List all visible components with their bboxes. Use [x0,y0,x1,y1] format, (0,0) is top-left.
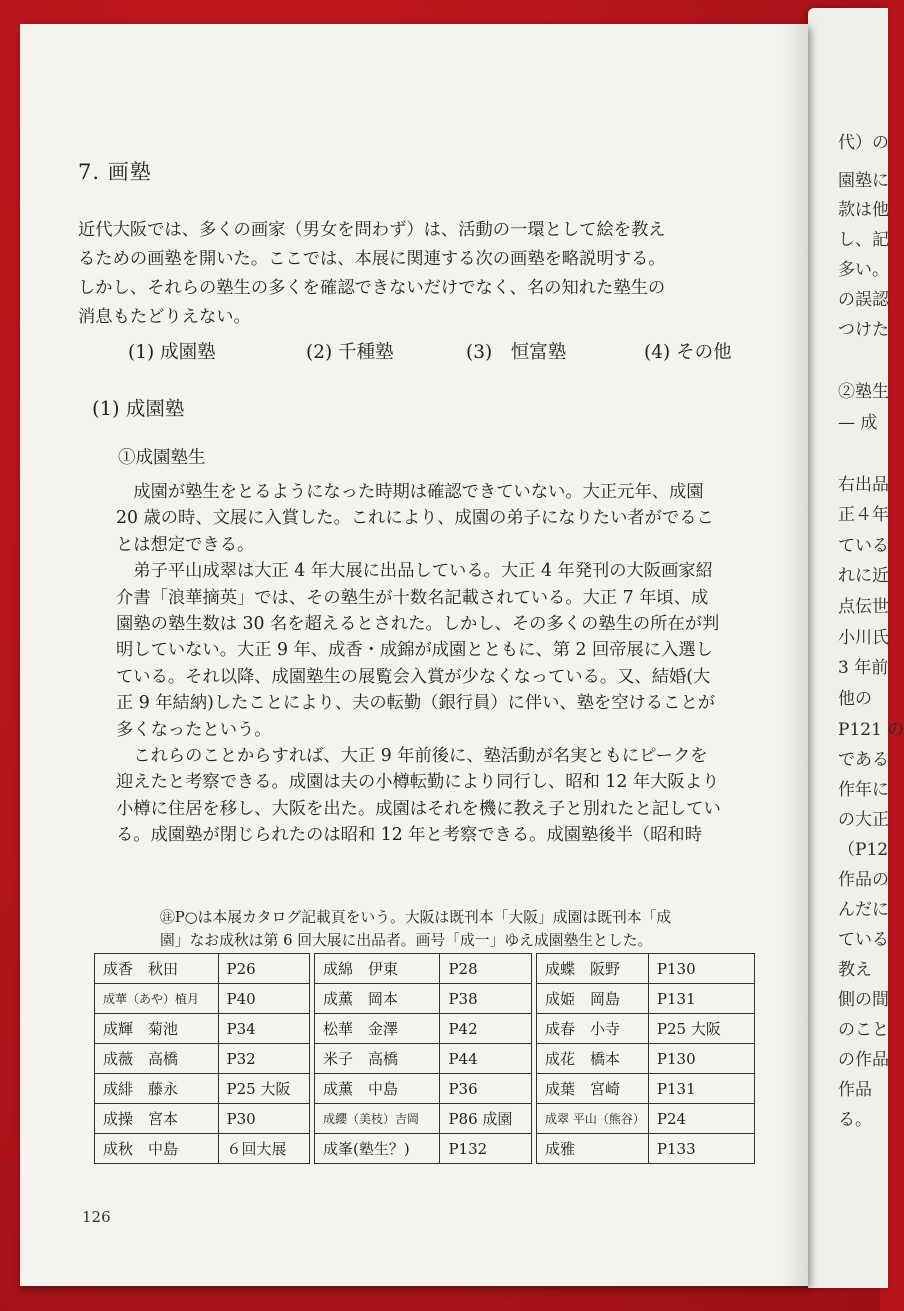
facing-text: — 成 [838,413,878,433]
facing-text: 他の [838,689,872,709]
facing-text: ている [838,536,889,556]
catalog-ref: P32 [218,1044,310,1074]
student-name: 成操 宮本 [95,1104,219,1134]
student-name: 成香 秋田 [95,954,219,984]
table-row [315,1134,532,1164]
table-row [537,954,755,984]
facing-text: 作品 [838,1080,872,1100]
catalog-ref: ６回大展 [218,1134,310,1164]
facing-text: である [838,750,889,770]
page-title: 7. 画塾 [78,160,152,184]
table-row [315,1044,532,1074]
footnote-line: 園」なお成秋は第 6 回大展に出品者。画号「成一」ゆえ成園塾生とした。 [160,932,653,949]
table-row [95,1104,310,1134]
student-name: 成蝶 阪野 [537,954,649,984]
student-table-2 [314,953,532,1164]
table-row [537,1044,755,1074]
student-name: 成緋 藤永 [95,1074,219,1104]
body-line: とは想定できる。 [116,534,255,555]
toc-item: (1) 成園塾 [128,342,216,363]
table-row [95,984,310,1014]
intro-line: 消息もたどりえない。 [78,307,251,327]
student-name: 成花 橋本 [537,1044,649,1074]
table-row [95,1014,310,1044]
catalog-ref: P28 [440,954,532,984]
student-table-1 [94,953,310,1164]
student-name: 成薫 岡本 [315,984,440,1014]
facing-page [808,8,904,1288]
table-row [537,1074,755,1104]
facing-text: の大正 [838,810,889,830]
student-name: 成綿 伊東 [315,954,440,984]
page-number: 126 [82,1208,111,1226]
table-row [315,1074,532,1104]
table-row [95,1074,310,1104]
catalog-ref: P25 大阪 [648,1014,754,1044]
body-line: 成園が塾生をとるようになった時期は確認できていない。大正元年、成園 [116,482,704,502]
catalog-ref: P133 [648,1134,754,1164]
student-name: 米子 高橋 [315,1044,440,1074]
catalog-ref: P24 [648,1104,754,1134]
table-row [315,954,532,984]
body-line: 正 9 年結納)したことにより、夫の転勤（銀行員）に伴い、塾を空けることが [116,693,716,714]
facing-text: 多い。 [838,260,889,280]
facing-text: 正４年 [838,505,889,525]
body-line: 園塾の塾生数は 30 名を超えるとされた。しかし、その多くの塾生の所在が判 [116,614,720,635]
body-line: 介書「浪華摘英」では、その塾生が十数名記載されている。大正 7 年頃、成 [116,587,709,608]
intro-paragraph [78,216,758,332]
body-line: 小樽に住居を移し、大阪を出た。成園はそれを機に教え子と別れたと記してい [116,798,721,819]
facing-text: 点伝世 [838,597,889,617]
subsection-heading: ①成園塾生 [118,448,206,468]
body-line: これらのことからすれば、大正 9 年前後に、塾活動が名実ともにピークを [116,746,708,767]
student-name: 成葉 宮崎 [537,1074,649,1104]
student-name: 成峯(塾生？) [315,1134,440,1164]
table-row [315,1014,532,1044]
intro-line: しかし、それらの塾生の多くを確認できないだけでなく、名の知れた塾生の [78,278,666,298]
facing-text: 教え [838,960,872,980]
toc-item: (3) 恒富塾 [466,342,567,363]
student-name: 成秋 中島 [95,1134,219,1164]
catalog-ref: P36 [440,1074,532,1104]
body-line: 弟子平山成翠は大正 4 年大展に出品している。大正 4 年発刊の大阪画家紹 [116,561,713,582]
student-name: 成姫 岡島 [537,984,649,1014]
body-line: 迎えたと考察できる。成園は夫の小樽転勤により同行し、昭和 12 年大阪より [116,772,720,793]
facing-text: P121 の [838,720,904,740]
table-row [537,1014,755,1044]
catalog-ref: P40 [218,984,310,1014]
table-row [95,954,310,984]
student-name: 成薇 高橋 [95,1044,219,1074]
catalog-ref: P42 [440,1014,532,1044]
table-row [315,984,532,1014]
catalog-ref: P130 [648,1044,754,1074]
catalog-ref: P130 [648,954,754,984]
body-line: る。成園塾が閉じられたのは昭和 12 年と考察できる。成園塾後半（昭和時 [116,825,702,846]
facing-text: のこと [838,1020,889,1040]
catalog-ref: P44 [440,1044,532,1074]
student-name: 成纓（美枝）吉岡 [315,1104,440,1134]
body-line: 多くなったという。 [116,719,272,740]
section-heading: (1) 成園塾 [92,397,185,420]
table-row [315,1104,532,1134]
body-paragraph [116,479,756,849]
facing-text: んだに [838,900,889,920]
facing-text: 園塾に [838,171,889,191]
facing-text: 作年に [838,780,889,800]
facing-text: 作品の [838,870,889,890]
catalog-ref: P34 [218,1014,310,1044]
catalog-ref: P26 [218,954,310,984]
facing-text: 小川氏 [838,628,889,648]
facing-text: （P12 [838,840,889,860]
table-row [537,1104,755,1134]
student-name: 成華（あや）植月 [95,984,219,1014]
table-row [95,1044,310,1074]
toc-item: (2) 千種塾 [306,342,394,363]
facing-text: し、記 [838,230,889,250]
student-name: 成春 小寺 [537,1014,649,1044]
catalog-ref: P30 [218,1104,310,1134]
catalog-ref: P132 [440,1134,532,1164]
facing-text: ②塾生 [838,382,889,402]
table-row [95,1134,310,1164]
student-name: 成薫 中島 [315,1074,440,1104]
student-name: 成輝 菊池 [95,1014,219,1044]
catalog-ref: P131 [648,1074,754,1104]
body-line: 20 歳の時、文展に入賞した。これにより、成園の弟子になりたい者がでるこ [116,508,714,529]
student-name: 成翠 平山（熊谷） [537,1104,649,1134]
student-name: 松華 金澤 [315,1014,440,1044]
facing-text: つけた [838,320,889,340]
catalog-ref: P131 [648,984,754,1014]
facing-text: 3 年前 [838,658,889,678]
facing-text: の誤認 [838,290,889,310]
facing-text: れに近 [838,566,889,586]
table-row [537,1134,755,1164]
body-line: ている。それ以降、成園塾生の展覧会入賞が少なくなっている。又、結婚(大 [116,666,711,687]
facing-text: る。 [838,1110,872,1130]
table-row [537,984,755,1014]
intro-line: 近代大阪では、多くの画家（男女を問わず）は、活動の一環として絵を教え [78,220,666,240]
catalog-ref: P86 成園 [440,1104,532,1134]
footnote [160,906,671,952]
body-line: 明していない。大正 9 年、成香・成錦が成園とともに、第 2 回帝展に入選し [116,640,713,661]
page-gutter-shadow [782,24,808,1286]
student-name: 成雅 [537,1134,649,1164]
facing-text: ている [838,930,889,950]
intro-line: るための画塾を開いた。ここでは、本展に関連する次の画塾を略説明する。 [78,249,666,269]
catalog-ref: P25 大阪 [218,1074,310,1104]
toc-item: (4) その他 [644,342,732,363]
student-table-3 [536,953,755,1164]
facing-text: 款は他 [838,200,889,220]
facing-text: の作品 [838,1050,889,1070]
facing-text: 代）の [838,133,889,153]
facing-text: 側の間 [838,990,889,1010]
footnote-line: ㊟P○は本展カタログ記載頁をいう。大阪は既刊本「大阪」成園は既刊本「成 [160,909,672,926]
facing-text: 右出品 [838,475,889,495]
catalog-ref: P38 [440,984,532,1014]
